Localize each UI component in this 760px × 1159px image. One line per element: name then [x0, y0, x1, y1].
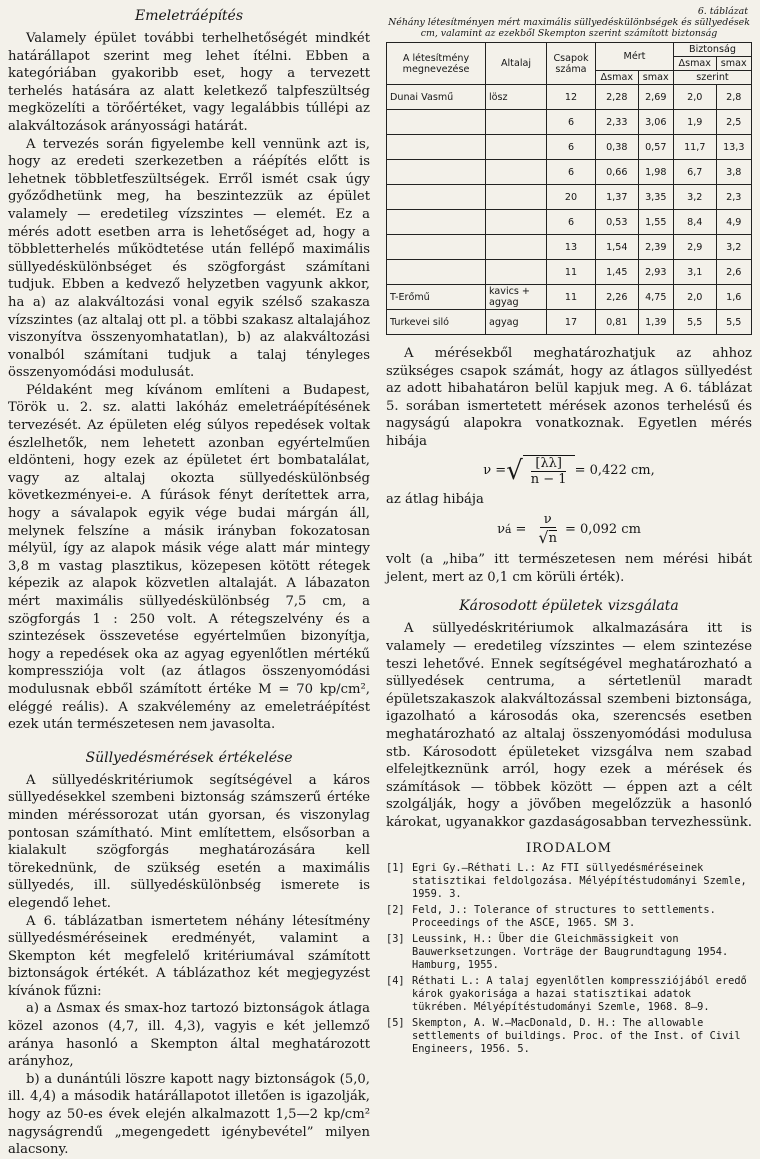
table-cell-soil	[486, 185, 547, 210]
table-cell-name	[387, 185, 486, 210]
header-facility: A létesítmény megnevezése	[387, 43, 486, 85]
table-cell-name	[387, 160, 486, 185]
table-cell-b1: 6,7	[673, 160, 716, 185]
header-safety-dsmax: Δsmax	[673, 57, 716, 71]
references-list	[386, 862, 752, 1056]
table-cell-soil: lösz	[486, 85, 547, 110]
table-cell-b2: 4,9	[716, 210, 751, 235]
table-cell-name	[387, 260, 486, 285]
left-column	[8, 6, 370, 1159]
table-cell-n: 6	[547, 110, 596, 135]
table-cell-soil	[486, 235, 547, 260]
formula-denominator: n	[548, 530, 557, 546]
table-cell-s: 1,98	[638, 160, 673, 185]
table-number: 6. táblázat	[697, 6, 748, 17]
table-cell-n: 12	[547, 85, 596, 110]
paragraph: A süllyedéskritériumok segítségével a káros süllyedésekkel szembeni biztonság számszerű értéke minden méréssorozat után gyorsan, és viszonylag pontosan számítható. Mint említettem, elsősorban a kialakult szögforgás meghatározására kell törekednünk, de szükség esetén a maximális süllyedés, ill. süllyedéskülönbség ismerete is elegendő lehet.	[8, 772, 370, 911]
table-cell-b2: 2,6	[716, 260, 751, 285]
table-cell-b2: 5,5	[716, 310, 751, 335]
table-cell-ds: 0,81	[596, 310, 639, 335]
table-cell-s: 2,69	[638, 85, 673, 110]
header-by: szerint	[673, 71, 751, 85]
table-cell-soil	[486, 135, 547, 160]
formula-subscript: á	[504, 523, 512, 537]
table-cell-b2: 3,8	[716, 160, 751, 185]
table-cell-soil	[486, 210, 547, 235]
table-cell-b2: 2,3	[716, 185, 751, 210]
table-row	[387, 110, 752, 135]
paragraph: Valamely épület további terhelhetőségét mindkét határállapot szerint meg lehet ítélni. Ebben a kategóriában gyakoribb eset, hogy a tervezett terhelés hatására az alatt keletkező talpfeszültség megközelíti a törőértéket, vagy legalábbis túllépi az alakváltozások arányossági határát.	[8, 31, 370, 134]
section-title-sullyedesmeresek: Süllyedésmérések értékelése	[85, 749, 293, 766]
reference-item	[386, 975, 752, 1014]
header-measured: Mért	[596, 43, 674, 71]
table-cell-n: 20	[547, 185, 596, 210]
paragraph: Példaként meg kívánom említeni a Budapest, Török u. 2. sz. alatti lakóház emeletráépítésének tervezését. Az épületen elég súlyos repedések voltak észlelhetők, nem lehetett azonban egyértelműen eldönteni, hogy ezek az épületet ért bombatalálat, vagy az altalaj okozta süllyedéskülönbség következményei-e. A fúrások fényt derítettek arra, hogy a sávalapok egyik vége budai márgán áll, melynek felszíne a másik irányban fokozatosan mélyül, így az alapok másik vége alatt már mintegy 3,8 m vastag plasztikus, közepesen kötött rétegek képezik az alapok közvetlen altalaját. A lábazaton mért maximális süllyedéskülönbség 7,5 cm, a szögforgás 1 : 250 volt. A rétegszelvény és a szintezések összevetése egyértelműen bizonyítja, hogy a repedések oka az agyag egyenlőtlen mértékű kompressziója volt (az átlagos összenyomódási modulusnak ebből számított értéke M = 70 kp/cm², eléggé reális). A szakvélemény az emeletráépítést ezek után természetesen nem javasolta.	[8, 382, 370, 733]
table-cell-s: 2,39	[638, 235, 673, 260]
header-measured-dsmax: Δsmax	[596, 71, 639, 85]
reference-text: Skempton, A. W.—MacDonald, D. H.: The allowable settlements of buildings. Proc. of the Inst. of Civil Engineers, 1956. 5.	[412, 1017, 741, 1056]
reference-text: Leussink, H.: Über die Gleichmässigkeit von Bauwerksetzungen. Vorträge der Baugrundtagung 1954. Hamburg, 1955.	[412, 933, 729, 972]
table-cell-n: 17	[547, 310, 596, 335]
table-cell-ds: 0,38	[596, 135, 639, 160]
paragraph: az átlag hibája	[386, 491, 484, 507]
formula-result: = 0,422 cm,	[574, 463, 655, 479]
table-cell-b1: 3,2	[673, 185, 716, 210]
table-cell-name: T-Erőmű	[387, 285, 486, 310]
table-cell-s: 3,35	[638, 185, 673, 210]
reference-item	[386, 933, 752, 972]
table-cell-s: 4,75	[638, 285, 673, 310]
table-cell-b2: 2,5	[716, 110, 751, 135]
header-groups: Csapok száma	[547, 43, 596, 85]
table-cell-b1: 11,7	[673, 135, 716, 160]
table-cell-b2: 2,8	[716, 85, 751, 110]
paragraph: A tervezés során figyelembe kell vennünk azt is, hogy az eredeti szerkezetben a ráépítés előtt is lehetnek többletfeszültségek. Erről ismét csak úgy győződhetünk meg, ha beszintezzük az épület valamely — eredetileg vízszintes — elemét. Ez a mérés adott esetben arra is lehetőséget ad, hogy a többletterhelés működtetése után fellépő maximális süllyedéskülönbséget és szögforgást számítani tudjuk. Ebben a kedvező helyzetben vagyunk akkor, ha a) az alakváltozási vonal egyik szélső szakasza vízszintes (az altalaj ott pl. a többi szakasz altalajához viszonyítva összenyomhatatlan), b) az alakváltozási vonalból számítani tudjuk a talaj tényleges összenyomódási modulusát.	[8, 136, 370, 381]
table-cell-soil	[486, 260, 547, 285]
paragraph: a) a Δsmax és smax-hoz tartozó biztonságok átlaga közel azonos (4,7, ill. 4,3), vagyis e két jellemző aránya hasonló a Skempton által meghatározott arányhoz,	[8, 1001, 370, 1070]
table-row	[387, 135, 752, 160]
table-cell-name: Turkevei siló	[387, 310, 486, 335]
table-cell-s: 0,57	[638, 135, 673, 160]
formula-single-error	[386, 455, 752, 487]
table-row	[387, 285, 752, 310]
table-cell-ds: 2,26	[596, 285, 639, 310]
table-cell-n: 6	[547, 160, 596, 185]
references-title: IRODALOM	[526, 841, 612, 857]
reference-text: Egri Gy.—Réthati L.: Az FTI süllyedésméréseinek statisztikai feldolgozása. Mélyépítéstudományi Szemle, 1959. 3.	[412, 862, 747, 901]
table-cell-b1: 2,0	[673, 85, 716, 110]
table-cell-ds: 1,45	[596, 260, 639, 285]
paragraph: A süllyedéskritériumok alkalmazására itt is valamely — eredetileg vízszintes — elem szintezése teszi lehetővé. Ennek segítségével meghatározható a süllyedések centruma, a sértetlenül maradt épületszakaszok alakváltozással szembeni biztonsága, igazolható a károsodás oka, szerencsés esetben meghatározható az altalaj összenyomódási modulusa stb. Károsodott épületeket vizsgálva nem szabad elfelejtkeznünk arról, hogy ezek a mérések és számítások — többek között — éppen azt a célt szolgálják, hogy a jövőben megelőzzük a hasonló károkat, ugyanakkor gazdaságosabban tervezhessünk.	[386, 621, 752, 830]
table-cell-ds: 1,54	[596, 235, 639, 260]
header-soil: Altalaj	[486, 43, 547, 85]
reference-item	[386, 862, 752, 901]
reference-key: [4]	[386, 975, 405, 988]
reference-key: [1]	[386, 862, 405, 875]
table-cell-name	[387, 235, 486, 260]
table-row	[387, 85, 752, 110]
table-row	[387, 210, 752, 235]
table-cell-b1: 5,5	[673, 310, 716, 335]
table-cell-ds: 0,53	[596, 210, 639, 235]
table-row	[387, 260, 752, 285]
table-cell-n: 11	[547, 260, 596, 285]
table-cell-b1: 2,0	[673, 285, 716, 310]
table-cell-s: 1,55	[638, 210, 673, 235]
table-cell-name	[387, 210, 486, 235]
header-safety: Biztonság	[673, 43, 751, 57]
header-measured-smax: smax	[638, 71, 673, 85]
table-cell-b1: 2,9	[673, 235, 716, 260]
table-cell-s: 3,06	[638, 110, 673, 135]
settlement-table	[386, 42, 752, 335]
sqrt-symbol: √ $\frac{[\lambda\lambda]}{n - 1}$	[506, 455, 574, 487]
formula-numerator: [λλ]	[531, 456, 566, 472]
paragraph: A 6. táblázatban ismertetem néhány létesítmény süllyedésméréseinek eredményét, valamint a Skempton két megfelelő kritériumával számított biztonságok értékét. A táblázathoz két megjegyzést kívánok fűzni:	[8, 913, 370, 999]
table-cell-b1: 1,9	[673, 110, 716, 135]
reference-text: Réthati L.: A talaj egyenlőtlen kompressziójából eredő károk gyakorisága a hazai statisztikai adatok tükrében. Mélyépítéstudományi Szemle, 1968. 8—9.	[412, 975, 747, 1014]
reference-item	[386, 1017, 752, 1056]
table-cell-s: 1,39	[638, 310, 673, 335]
table-row	[387, 235, 752, 260]
reference-key: [5]	[386, 1017, 405, 1030]
paragraph: volt (a „hiba” itt természetesen nem mérési hibát jelent, mert az 0,1 cm körüli érték).	[386, 552, 752, 585]
table-cell-b2: 13,3	[716, 135, 751, 160]
formula-mean-error: ν á = ν √ n = 0,092 cm	[497, 512, 641, 548]
table-cell-b1: 3,1	[673, 260, 716, 285]
table-cell-ds: 2,28	[596, 85, 639, 110]
paragraph: b) a dunántúli löszre kapott nagy biztonságok (5,0, ill. 4,4) a második határállapotot illetően is igazolják, hogy az 50-es évek elején alkalmazott 1,5—2 kp/cm² nagyságrendű „megengedett igénybevétel” milyen alacsony.	[8, 1071, 370, 1158]
table-cell-soil	[486, 110, 547, 135]
table-cell-name: Dunai Vasmű	[387, 85, 486, 110]
table-cell-n: 6	[547, 135, 596, 160]
reference-key: [2]	[386, 904, 405, 917]
table-cell-s: 2,93	[638, 260, 673, 285]
table-cell-soil	[486, 160, 547, 185]
table-cell-n: 6	[547, 210, 596, 235]
reference-key: [3]	[386, 933, 405, 946]
table-cell-soil: agyag	[486, 310, 547, 335]
table-row	[387, 310, 752, 335]
formula-lhs: ν	[497, 522, 505, 538]
section-title-karosodott: Károsodott épületek vizsgálata	[459, 598, 679, 615]
table-cell-ds: 1,37	[596, 185, 639, 210]
paragraph: A mérésekből meghatározhatjuk az ahhoz szükséges csapok számát, hogy az átlagos süllyedést az adott hibahatáron belül kapjuk meg. A 6. táblázat 5. sorában ismertetett mérések azonos terhelésű és nagyságú alapokra vonatkoznak. Egyetlen mérés hibája	[386, 346, 752, 449]
formula-lhs: ν =	[483, 463, 507, 479]
header-safety-smax: smax	[716, 57, 751, 71]
table-cell-b2: 1,6	[716, 285, 751, 310]
reference-item	[386, 904, 752, 930]
section-title-emeletraepites: Emeletráépítés	[134, 8, 244, 24]
formula-result: = 0,092 cm	[564, 522, 641, 538]
table-cell-b1: 8,4	[673, 210, 716, 235]
reference-text: Feld, J.: Tolerance of structures to settlements. Proceedings of the ASCE, 1965. SM 3.	[412, 904, 716, 930]
formula-numerator: ν	[540, 512, 556, 528]
table-cell-b2: 3,2	[716, 235, 751, 260]
table-cell-n: 13	[547, 235, 596, 260]
table-cell-name	[387, 135, 486, 160]
table-cell-n: 11	[547, 285, 596, 310]
table-row	[387, 185, 752, 210]
table-caption-text: Néhány létesítményen mért maximális süllyedéskülönbségek és süllyedések cm, valamint az ezekből Skempton szerint számított biztonság	[388, 17, 750, 39]
table-caption	[386, 6, 752, 39]
table-row	[387, 160, 752, 185]
formula-denominator: n − 1	[530, 471, 567, 487]
table-cell-ds: 0,66	[596, 160, 639, 185]
table-cell-soil: kavics + agyag	[486, 285, 547, 310]
table-cell-name	[387, 110, 486, 135]
table-cell-ds: 2,33	[596, 110, 639, 135]
right-column	[386, 6, 752, 1059]
